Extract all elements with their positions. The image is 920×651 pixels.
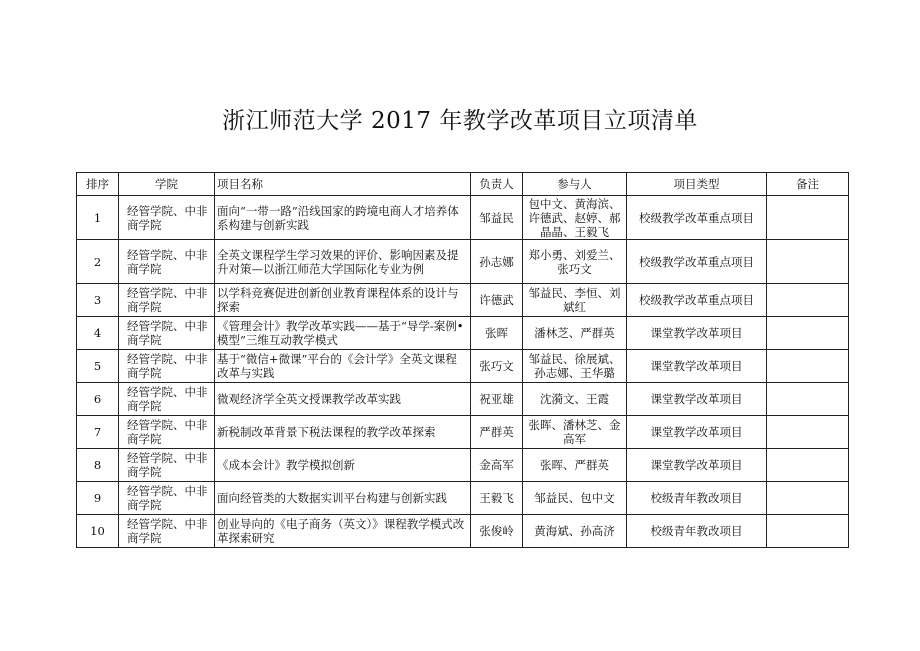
cell-members: 黄海斌、孙高济: [523, 515, 627, 548]
cell-members: 邹益民、包中文: [523, 482, 627, 515]
cell-remark: [767, 515, 849, 548]
cell-college: 经管学院、中非商学院: [119, 240, 215, 284]
cell-project: 面向经管类的大数据实训平台构建与创新实践: [215, 482, 471, 515]
cell-type: 课堂教学改革项目: [627, 383, 767, 416]
header-type: 项目类型: [627, 173, 767, 196]
cell-type: 校级青年教改项目: [627, 515, 767, 548]
cell-members: 沈漪文、王霞: [523, 383, 627, 416]
cell-type: 校级青年教改项目: [627, 482, 767, 515]
cell-remark: [767, 350, 849, 383]
cell-leader: 邹益民: [471, 196, 523, 240]
header-remark: 备注: [767, 173, 849, 196]
cell-project: 《管理会计》教学改革实践——基于“导学-案例•模型”三维互动教学模式: [215, 317, 471, 350]
cell-remark: [767, 196, 849, 240]
cell-college: 经管学院、中非商学院: [119, 196, 215, 240]
cell-leader: 张巧文: [471, 350, 523, 383]
cell-index: 7: [77, 416, 119, 449]
cell-type: 课堂教学改革项目: [627, 416, 767, 449]
table-row: [77, 416, 849, 449]
header-members: 参与人: [523, 173, 627, 196]
cell-project: 微观经济学全英文授课教学改革实践: [215, 383, 471, 416]
cell-remark: [767, 416, 849, 449]
cell-index: 8: [77, 449, 119, 482]
cell-leader: 张俊岭: [471, 515, 523, 548]
table-row: [77, 284, 849, 317]
cell-index: 2: [77, 240, 119, 284]
cell-index: 10: [77, 515, 119, 548]
cell-project: 基于“微信+微课”平台的《会计学》全英文课程改革与实践: [215, 350, 471, 383]
cell-type: 校级教学改革重点项目: [627, 240, 767, 284]
table-row: [77, 449, 849, 482]
table-row: [77, 240, 849, 284]
cell-leader: 许德武: [471, 284, 523, 317]
cell-remark: [767, 240, 849, 284]
cell-college: 经管学院、中非商学院: [119, 284, 215, 317]
cell-college: 经管学院、中非商学院: [119, 482, 215, 515]
page-title: 浙江师范大学 2017 年教学改革项目立项清单: [222, 108, 698, 134]
cell-project: 面向“一带一路”沿线国家的跨境电商人才培养体系构建与创新实践: [215, 196, 471, 240]
header-index: 排序: [77, 173, 119, 196]
cell-project: 全英文课程学生学习效果的评价、影响因素及提升对策—以浙江师范大学国际化专业为例: [215, 240, 471, 284]
cell-remark: [767, 317, 849, 350]
cell-index: 9: [77, 482, 119, 515]
cell-type: 课堂教学改革项目: [627, 317, 767, 350]
cell-index: 4: [77, 317, 119, 350]
cell-remark: [767, 383, 849, 416]
cell-members: 邹益民、李恒、刘斌红: [523, 284, 627, 317]
cell-leader: 张晖: [471, 317, 523, 350]
cell-project: 《成本会计》教学模拟创新: [215, 449, 471, 482]
cell-type: 校级教学改革重点项目: [627, 196, 767, 240]
cell-remark: [767, 482, 849, 515]
cell-index: 3: [77, 284, 119, 317]
table-row: [77, 515, 849, 548]
header-college: 学院: [119, 173, 215, 196]
cell-members: 潘林芝、严群英: [523, 317, 627, 350]
cell-members: 张晖、潘林芝、金高军: [523, 416, 627, 449]
cell-remark: [767, 284, 849, 317]
cell-index: 1: [77, 196, 119, 240]
cell-members: 张晖、严群英: [523, 449, 627, 482]
cell-type: 校级教学改革重点项目: [627, 284, 767, 317]
cell-index: 6: [77, 383, 119, 416]
cell-members: 郑小勇、刘爱兰、张巧文: [523, 240, 627, 284]
cell-members: 包中文、黄海滨、许德武、赵婷、郝晶晶、王毅飞: [523, 196, 627, 240]
cell-college: 经管学院、中非商学院: [119, 416, 215, 449]
header-project: 项目名称: [215, 173, 471, 196]
table-row: [77, 350, 849, 383]
table-row: [77, 482, 849, 515]
cell-type: 课堂教学改革项目: [627, 350, 767, 383]
cell-leader: 祝亚雄: [471, 383, 523, 416]
cell-project: 以学科竞赛促进创新创业教育课程体系的设计与探索: [215, 284, 471, 317]
cell-leader: 金高军: [471, 449, 523, 482]
table-row: [77, 196, 849, 240]
project-table: [76, 172, 849, 548]
cell-members: 邹益民、徐展斌、孙志娜、王华璐: [523, 350, 627, 383]
cell-college: 经管学院、中非商学院: [119, 317, 215, 350]
table-row: [77, 317, 849, 350]
cell-project: 新税制改革背景下税法课程的教学改革探索: [215, 416, 471, 449]
cell-remark: [767, 449, 849, 482]
cell-leader: 孙志娜: [471, 240, 523, 284]
cell-college: 经管学院、中非商学院: [119, 383, 215, 416]
cell-college: 经管学院、中非商学院: [119, 449, 215, 482]
cell-college: 经管学院、中非商学院: [119, 515, 215, 548]
table-row: [77, 383, 849, 416]
cell-project: 创业导向的《电子商务（英文）》课程教学模式改革探索研究: [215, 515, 471, 548]
cell-leader: 严群英: [471, 416, 523, 449]
cell-type: 课堂教学改革项目: [627, 449, 767, 482]
header-leader: 负责人: [471, 173, 523, 196]
cell-college: 经管学院、中非商学院: [119, 350, 215, 383]
cell-leader: 王毅飞: [471, 482, 523, 515]
table-header-row: [77, 173, 849, 196]
cell-index: 5: [77, 350, 119, 383]
